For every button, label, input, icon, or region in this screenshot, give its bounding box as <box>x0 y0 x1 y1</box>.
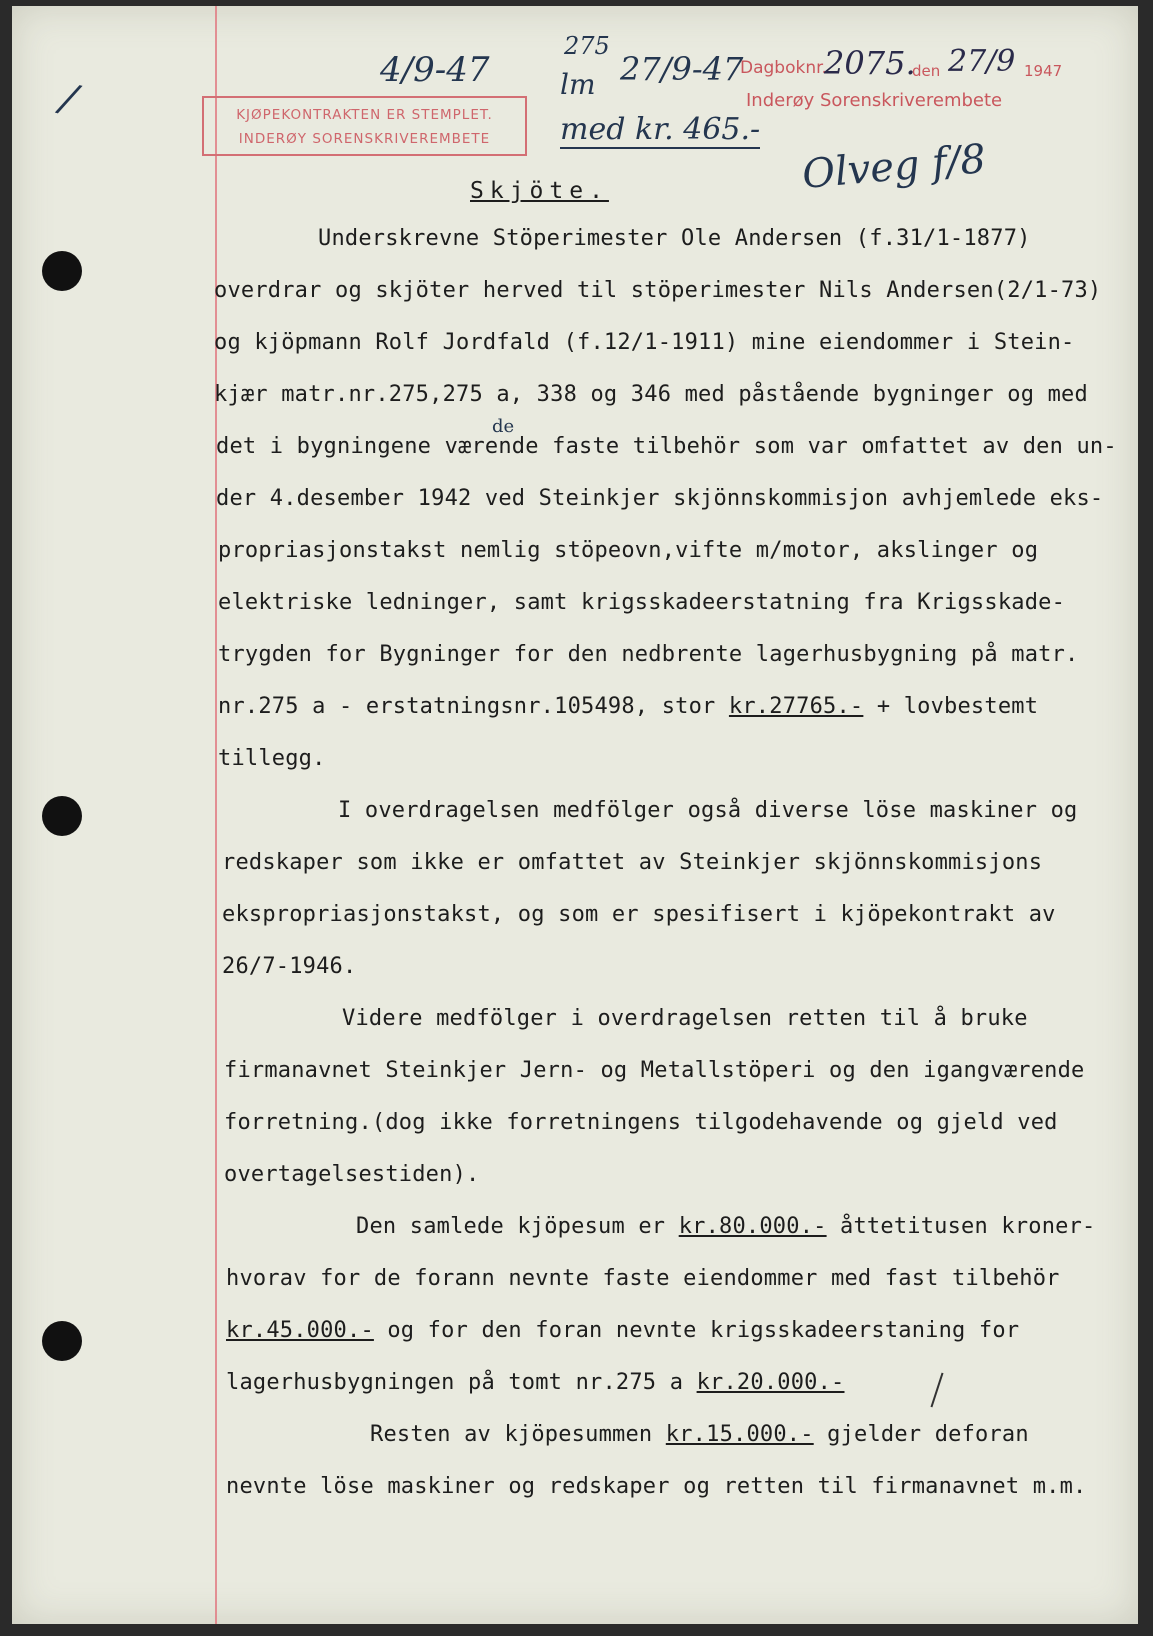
document-page <box>12 6 1138 1624</box>
diary-number: 2075. <box>824 44 916 82</box>
text-line <box>226 1318 1019 1343</box>
text-segment: Resten av kjöpesummen <box>370 1422 666 1447</box>
fee-note: med kr. 465.- <box>560 112 761 147</box>
stamp-line-2: INDERØY SORENSKRIVEREMBETE <box>238 131 491 147</box>
text-line <box>218 694 1038 719</box>
amount-underlined: kr.27765.- <box>728 694 864 719</box>
lot-number: 275 <box>564 32 610 60</box>
insertion-mark: de <box>492 416 515 437</box>
text-line: elektriske ledninger, samt krigsskadeerstatning fra Krigsskade- <box>218 590 1066 615</box>
stamp-line-1: KJØPEKONTRAKTEN ER STEMPLET. <box>236 107 493 123</box>
punch-hole <box>42 1321 82 1361</box>
handwritten-date: 4/9-47 <box>380 50 490 90</box>
amount-underlined: kr.20.000.- <box>696 1370 845 1395</box>
office-stamp: Inderøy Sorenskriverembete <box>746 90 1003 111</box>
diary-date: 27/9 <box>948 44 1016 79</box>
text-line <box>370 1422 1029 1447</box>
amount-underlined: kr.80.000.- <box>678 1214 827 1239</box>
text-line: forretning.(dog ikke forretningens tilgodehavende og gjeld ved <box>224 1110 1058 1135</box>
margin-mark: / <box>56 75 82 123</box>
text-line: tillegg. <box>218 746 326 771</box>
punch-hole <box>42 796 82 836</box>
text-line: Underskrevne Stöperimester Ole Andersen (f.31/1-1877) <box>318 226 1031 251</box>
document-title: Skjöte. <box>470 178 609 204</box>
text-segment: nr.275 a - erstatningsnr.105498, stor <box>218 694 729 719</box>
text-line: hvorav for de forann nevnte faste eiendommer med fast tilbehör <box>226 1266 1060 1291</box>
text-segment: åttetitusen kroner- <box>826 1214 1096 1239</box>
text-line: nevnte löse maskiner og redskaper og retten til firmanavnet m.m. <box>226 1474 1087 1499</box>
text-line: det i bygningene værende faste tilbehör som var omfattet av den un- <box>216 434 1117 459</box>
diary-date-label: den <box>912 62 941 80</box>
text-line: Videre medfölger i overdragelsen retten til å bruke <box>342 1006 1028 1031</box>
text-line: overtagelsestiden). <box>224 1162 480 1187</box>
text-line: I overdragelsen medfölger også diverse löse maskiner og <box>338 798 1078 823</box>
ref-prefix: lm <box>560 68 596 101</box>
registration-stamp <box>202 96 527 156</box>
text-line: ekspropriasjonstakst, og som er spesifisert i kjöpekontrakt av <box>222 902 1056 927</box>
text-line: redskaper som ikke er omfattet av Steinkjer skjönnskommisjons <box>222 850 1043 875</box>
text-segment: gjelder deforan <box>813 1422 1029 1447</box>
text-line <box>226 1370 845 1395</box>
text-line: og kjöpmann Rolf Jordfald (f.12/1-1911) mine eiendommer i Stein- <box>214 330 1075 355</box>
amount-underlined: kr.15.000.- <box>665 1422 814 1447</box>
text-line <box>356 1214 1096 1239</box>
amount-underlined: kr.45.000.- <box>226 1318 374 1343</box>
text-line: trygden for Bygninger for den nedbrente lagerhusbygning på matr. <box>218 642 1079 667</box>
text-segment: Den samlede kjöpesum er <box>356 1214 679 1239</box>
text-line: overdrar og skjöter herved til stöperimester Nils Andersen(2/1-73) <box>214 278 1102 303</box>
text-line: der 4.desember 1942 ved Steinkjer skjönnskommisjon avhjemlede eks- <box>216 486 1104 511</box>
text-segment: + lovbestemt <box>863 694 1039 719</box>
text-line: firmanavnet Steinkjer Jern- og Metallstöperi og den igangværende <box>224 1058 1085 1083</box>
text-line: propriasjonstakst nemlig stöpeovn,vifte m/motor, akslinger og <box>218 538 1039 563</box>
diary-year: 1947 <box>1024 62 1063 80</box>
reference-date: 27/9-47 <box>620 50 744 88</box>
text-segment: lagerhusbygningen på tomt nr.275 a <box>226 1370 697 1395</box>
text-line: 26/7-1946. <box>222 954 357 979</box>
text-line: kjær matr.nr.275,275 a, 338 og 346 med påstående bygninger og med <box>214 382 1088 407</box>
text-segment: og for den foran nevnte krigsskadeerstaning for <box>373 1318 1020 1343</box>
punch-hole <box>42 251 82 291</box>
diary-label: Dagboknr. <box>740 58 827 78</box>
correction-slash <box>930 1373 943 1408</box>
handwritten-signature: Olveg f/8 <box>800 136 988 198</box>
margin-line <box>215 6 217 1624</box>
